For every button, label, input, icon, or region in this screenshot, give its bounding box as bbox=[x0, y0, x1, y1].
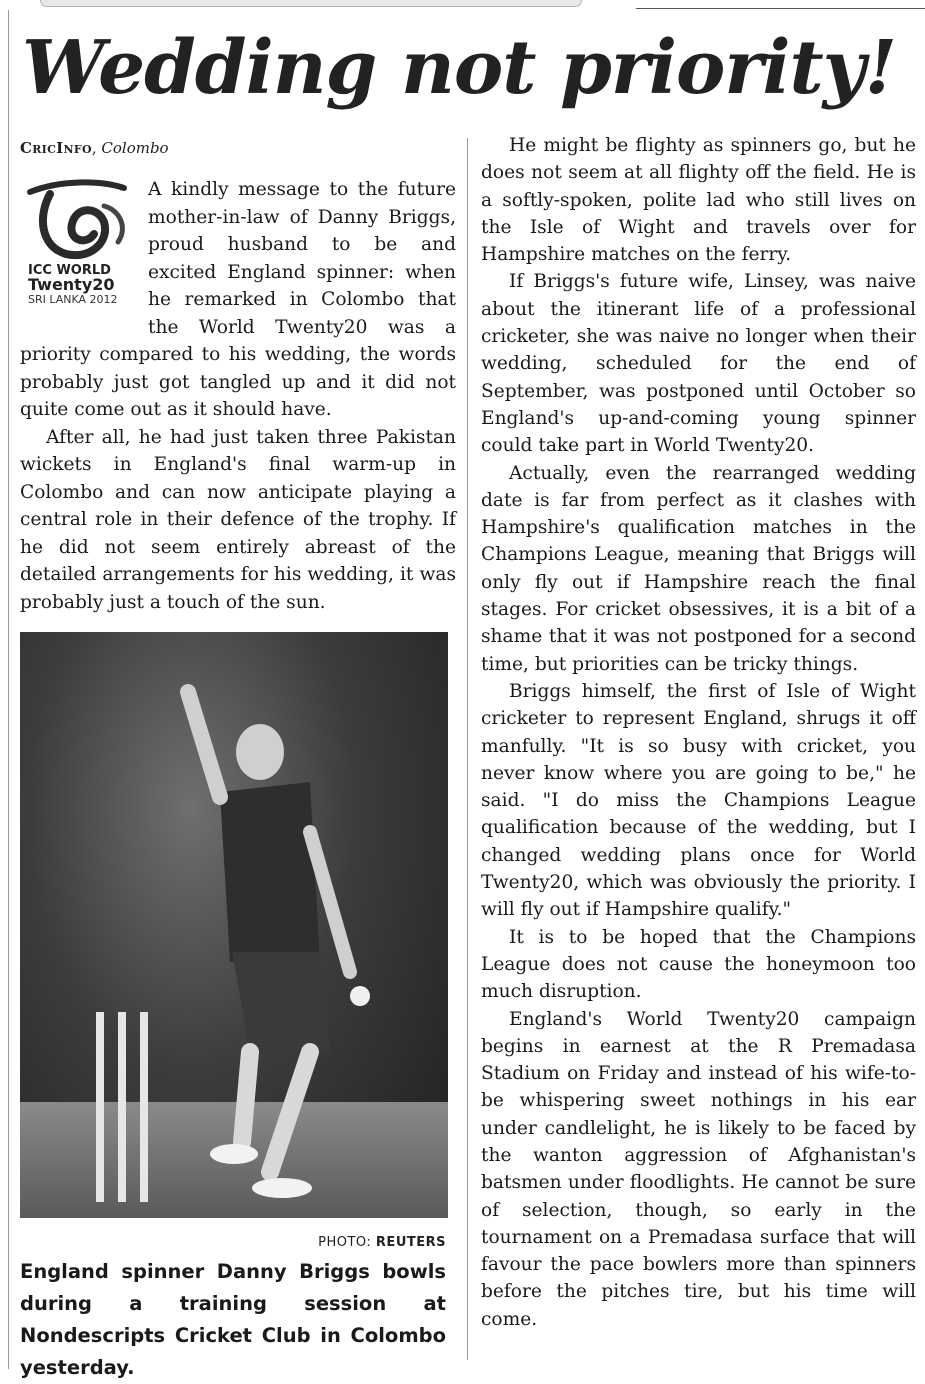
headline: Wedding not priority! bbox=[22, 25, 897, 111]
photo-caption: England spinner Danny Briggs bowls during a training session at Nondescripts Cricket Club in Colombo yesterday. bbox=[20, 1260, 446, 1379]
photo-credit bbox=[20, 1232, 446, 1254]
photo-credit-label: PHOTO: bbox=[318, 1235, 376, 1250]
paragraph: After all, he had just taken three Pakistan wickets in England's final warm-up in Colombo and can now anticipate playing a central role in their defence of the trophy. If he did not seem entirely abreast of the detailed arrangements for his wedding, it was probably just a touch of the sun. bbox=[20, 426, 456, 613]
byline bbox=[20, 136, 460, 160]
photo-credit-source: REUTERS bbox=[375, 1235, 446, 1250]
paragraph: If Briggs's future wife, Linsey, was naive about the itinerant life of a professional cricketer, she was naive no longer when their wedding, scheduled for the end of September, was postponed until October so England's up-and-coming young spinner could take part in World Twenty20. bbox=[481, 271, 916, 457]
logo-text: SRI LANKA 2012 bbox=[28, 293, 118, 306]
byline-source: CricInfo bbox=[20, 139, 92, 157]
paragraph: England's World Twenty20 campaign begins in earnest at the R Premadasa Stadium on Friday and instead of his wife-to-be whispering sweet nothings in his ear under candlelight, he is likely to be faced by the wanton aggression of Afghanistan's batsmen under floodlights. He cannot be sure of selection, though, so early in the tournament on a Premadasa surface that will favour the pace bowlers more than spinners before the pitches tire, but his time will come. bbox=[481, 1008, 916, 1330]
column-2-text bbox=[481, 132, 916, 1357]
byline-separator: , bbox=[91, 139, 102, 157]
paragraph: Briggs himself, the first of Isle of Wight cricketer to represent England, shrugs it off manfully. "It is so busy with cricket, you never know where you are going to be," he said. "I do miss the Champions League qualification because of the wedding, but I changed wedding plans once for World Twenty20, which was obviously the priority. I will fly out if Hampshire qualify." bbox=[481, 680, 916, 921]
column-divider bbox=[467, 138, 468, 1360]
bowler-figure-icon bbox=[20, 632, 448, 1218]
photo-bowler bbox=[20, 632, 448, 1218]
logo-text: Twenty20 bbox=[28, 275, 115, 294]
left-column-rule bbox=[8, 10, 9, 1369]
icc-world-twenty20-logo bbox=[20, 176, 138, 314]
top-banner-edge bbox=[40, 0, 582, 7]
paragraph: He might be flighty as spinners go, but he does not seem at all flighty off the field. He is a softly-spoken, polite lad who still lives on the Isle of Wight and travels over for Hampshire matches on the ferry. bbox=[481, 135, 916, 266]
paragraph: Actually, even the rearranged wedding date is far from perfect as it clashes with Hampshire's qualification matches in the Champions League, meaning that Briggs will only fly out if Hampshire reach the final stages. For cricket obsessives, it is a bit of a shame that it was not postponed for a second time, but priorities can be tricky things. bbox=[481, 462, 916, 675]
paragraph: A kindly message to the future mother-in-law of Danny Briggs, proud husband to be and excited England spinner: when he remarked in Colombo that the World Twenty20 was a priority compared to his wedding, the words probably just got tangled up and it did not quite come out as it should have. bbox=[20, 179, 456, 420]
logo-text: ICC WORLD bbox=[28, 263, 111, 278]
byline-location: Colombo bbox=[101, 139, 169, 157]
paragraph: It is to be hoped that the Champions League does not cause the honeymoon too much disruption. bbox=[481, 926, 916, 1003]
logo-swirl-icon bbox=[20, 176, 138, 266]
top-rule bbox=[636, 8, 925, 9]
